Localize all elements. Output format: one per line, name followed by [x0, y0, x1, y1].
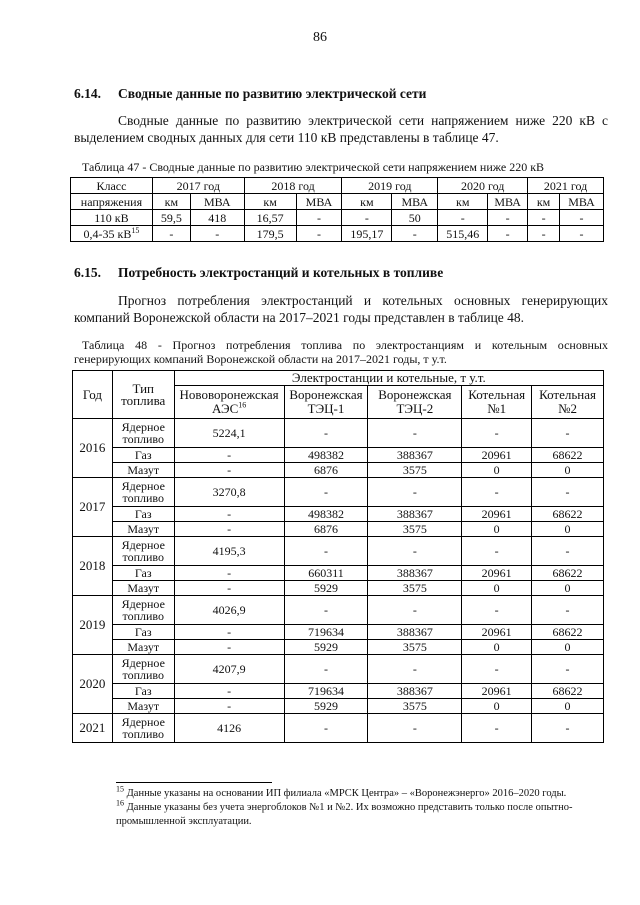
fuel-type-cell: Газ [112, 684, 174, 699]
table-48-header-row-1 [73, 371, 604, 386]
footnote [116, 798, 586, 829]
table-cell: 20961 [462, 625, 532, 640]
table-cell: - [368, 655, 462, 684]
header-cell-year: 2019 год [342, 178, 438, 194]
table-cell: 388367 [368, 448, 462, 463]
section-heading-6-15 [74, 265, 443, 281]
section-number: 6.15. [74, 265, 101, 280]
footnote [116, 784, 586, 801]
table-cell: - [532, 419, 604, 448]
section-paragraph-6-15: Прогноз потребления электростанций и котельных основных генерирующих компаний Воронежской области на 2017–2021 годы представлен в таблице 48. [74, 293, 608, 325]
table-row [73, 419, 604, 448]
footnote-mark: 15 [116, 784, 124, 794]
table-cell: - [152, 226, 190, 242]
header-cell-station [174, 386, 284, 419]
table-cell: - [392, 226, 438, 242]
section-heading-6-14 [74, 86, 426, 102]
row-label-text: 110 кВ [94, 210, 129, 225]
header-cell-voltage: напряжения [71, 194, 153, 210]
table-cell: 418 [190, 210, 244, 226]
header-cell-group: Электростанции и котельные, т у.т. [174, 371, 603, 386]
table-cell: 4126 [174, 714, 284, 743]
table-cell: - [532, 714, 604, 743]
table-cell: 0 [462, 640, 532, 655]
table-cell: 498382 [284, 448, 368, 463]
table-cell: 59,5 [152, 210, 190, 226]
table-cell: - [560, 210, 604, 226]
footnotes [116, 784, 586, 829]
table-cell: 0 [462, 581, 532, 596]
header-cell-year: 2018 год [244, 178, 342, 194]
table-row [71, 226, 604, 242]
header-cell-unit: км [342, 194, 392, 210]
header-cell-unit: км [244, 194, 296, 210]
table-cell: 388367 [368, 566, 462, 581]
header-cell-station [532, 386, 604, 419]
table-cell: 68622 [532, 448, 604, 463]
table-cell: 179,5 [244, 226, 296, 242]
table-row [73, 640, 604, 655]
table-cell: - [174, 566, 284, 581]
header-cell-unit: МВА [560, 194, 604, 210]
fuel-type-cell: Мазут [112, 463, 174, 478]
table-cell: 5224,1 [174, 419, 284, 448]
station-name: Котельная №1 [468, 387, 526, 416]
table-cell: 0 [532, 581, 604, 596]
header-cell-unit: км [438, 194, 488, 210]
fuel-type-cell: Ядерное топливо [112, 655, 174, 684]
year-cell: 2020 [73, 655, 113, 714]
header-cell-unit: км [152, 194, 190, 210]
table-cell: 4026,9 [174, 596, 284, 625]
year-cell: 2021 [73, 714, 113, 743]
table-cell: 68622 [532, 684, 604, 699]
table-cell: 4207,9 [174, 655, 284, 684]
table-cell: 20961 [462, 448, 532, 463]
fuel-type-cell: Ядерное топливо [112, 714, 174, 743]
table-cell: - [284, 655, 368, 684]
table-cell: 3575 [368, 699, 462, 714]
row-label-text: 0,4-35 кВ [83, 226, 132, 241]
year-cell: 2019 [73, 596, 113, 655]
table-cell: 388367 [368, 625, 462, 640]
table-cell: 388367 [368, 684, 462, 699]
section-number: 6.14. [74, 86, 101, 101]
table-cell: 68622 [532, 625, 604, 640]
table-cell: - [488, 226, 528, 242]
table-cell: 3575 [368, 463, 462, 478]
table-cell: - [462, 596, 532, 625]
table-row [73, 699, 604, 714]
table-cell: - [174, 581, 284, 596]
fuel-type-cell: Мазут [112, 581, 174, 596]
table-row [73, 463, 604, 478]
footnote-text: Данные указаны без учета энергоблоков №1 и №2. Их возможно представить только после опытно-промышленной эксплуатации. [116, 802, 573, 827]
station-name: Воронежская ТЭЦ-1 [289, 387, 363, 416]
table-row [73, 507, 604, 522]
table-cell: - [528, 226, 560, 242]
table-cell: 68622 [532, 507, 604, 522]
fuel-type-cell: Мазут [112, 699, 174, 714]
table-cell: 6876 [284, 522, 368, 537]
table-row [73, 448, 604, 463]
header-cell-unit: км [528, 194, 560, 210]
table-cell: 388367 [368, 507, 462, 522]
table-cell: - [462, 655, 532, 684]
table-cell: - [342, 210, 392, 226]
table-cell: - [284, 419, 368, 448]
station-name: Воронежская ТЭЦ-2 [378, 387, 452, 416]
table-cell: 5929 [284, 581, 368, 596]
table-cell: 16,57 [244, 210, 296, 226]
fuel-type-cell: Газ [112, 448, 174, 463]
table-cell: 719634 [284, 684, 368, 699]
table-cell: 0 [462, 463, 532, 478]
table-cell: - [560, 226, 604, 242]
table-row [73, 537, 604, 566]
header-cell-unit: МВА [392, 194, 438, 210]
header-cell-unit: МВА [190, 194, 244, 210]
header-cell-year: Год [73, 371, 113, 419]
header-cell-station [462, 386, 532, 419]
header-cell-station [284, 386, 368, 419]
table-cell: 50 [392, 210, 438, 226]
page-number: 86 [313, 30, 327, 45]
table-row [73, 566, 604, 581]
header-cell-unit: МВА [488, 194, 528, 210]
fuel-type-cell: Мазут [112, 522, 174, 537]
table-cell: - [368, 419, 462, 448]
station-name: Котельная №2 [539, 387, 597, 416]
table-48 [72, 370, 604, 743]
table-row [73, 478, 604, 507]
table-cell: 3575 [368, 522, 462, 537]
table-cell: - [284, 596, 368, 625]
table-row [73, 581, 604, 596]
section-paragraph-6-14: Сводные данные по развитию электрической сети напряжением ниже 220 кВ с выделением сводных данных для сети 110 кВ представлены в таблице 47. [74, 113, 608, 145]
table-cell: - [488, 210, 528, 226]
table-48-caption: Таблица 48 - Прогноз потребления топлива по электростанциям и котельным основных генерирующих компаний Воронежской области на 2017–2021 годы, т у.т. [74, 338, 608, 366]
fuel-type-cell: Газ [112, 566, 174, 581]
table-row [73, 655, 604, 684]
header-cell-year: 2020 год [438, 178, 528, 194]
year-cell: 2017 [73, 478, 113, 537]
section-title: Сводные данные по развитию электрической сети [118, 86, 427, 101]
fuel-type-cell: Газ [112, 507, 174, 522]
table-cell: - [528, 210, 560, 226]
table-row [73, 625, 604, 640]
table-cell: 3575 [368, 640, 462, 655]
table-cell: 515,46 [438, 226, 488, 242]
table-cell: 68622 [532, 566, 604, 581]
station-name: Нововоронежская АЭС [179, 387, 279, 416]
table-row [71, 210, 604, 226]
header-cell-unit: МВА [296, 194, 342, 210]
table-cell: - [368, 714, 462, 743]
table-cell: - [462, 478, 532, 507]
fuel-type-cell: Мазут [112, 640, 174, 655]
table-cell: 195,17 [342, 226, 392, 242]
table-cell: 0 [532, 463, 604, 478]
table-cell: - [174, 522, 284, 537]
footnote-mark: 15 [131, 225, 140, 235]
footnote-separator [116, 782, 272, 783]
table-47 [70, 177, 604, 242]
table-cell: 5929 [284, 699, 368, 714]
table-cell: - [368, 478, 462, 507]
table-cell: - [174, 640, 284, 655]
table-cell: - [532, 537, 604, 566]
row-label [71, 210, 153, 226]
row-label [71, 226, 153, 242]
fuel-type-cell: Ядерное топливо [112, 596, 174, 625]
table-cell: - [462, 537, 532, 566]
fuel-type-cell: Ядерное топливо [112, 419, 174, 448]
footnote-mark: 16 [116, 798, 124, 808]
section-title: Потребность электростанций и котельных в топливе [118, 265, 444, 280]
table-row [73, 596, 604, 625]
table-cell: 4195,3 [174, 537, 284, 566]
table-cell: 0 [532, 522, 604, 537]
table-cell: 660311 [284, 566, 368, 581]
fuel-type-cell: Газ [112, 625, 174, 640]
table-cell: 3270,8 [174, 478, 284, 507]
table-cell: - [284, 714, 368, 743]
table-cell: 719634 [284, 625, 368, 640]
table-cell: - [368, 596, 462, 625]
table-cell: 0 [462, 522, 532, 537]
fuel-type-cell: Ядерное топливо [112, 537, 174, 566]
table-cell: 6876 [284, 463, 368, 478]
table-cell: - [284, 537, 368, 566]
header-cell-year: 2021 год [528, 178, 604, 194]
table-row [73, 684, 604, 699]
header-cell-fuel-type: Тип топлива [112, 371, 174, 419]
table-47-header-row-2 [71, 194, 604, 210]
table-cell: 0 [532, 699, 604, 714]
year-cell: 2016 [73, 419, 113, 478]
table-cell: - [368, 537, 462, 566]
table-cell: 0 [462, 699, 532, 714]
table-cell: 20961 [462, 684, 532, 699]
table-cell: - [532, 478, 604, 507]
year-cell: 2018 [73, 537, 113, 596]
table-cell: - [174, 699, 284, 714]
table-47-header-row-1 [71, 178, 604, 194]
table-cell: 3575 [368, 581, 462, 596]
footnote-mark: 16 [238, 400, 247, 410]
fuel-type-cell: Ядерное топливо [112, 478, 174, 507]
table-cell: - [174, 507, 284, 522]
table-cell: - [532, 596, 604, 625]
table-cell: 5929 [284, 640, 368, 655]
table-cell: 498382 [284, 507, 368, 522]
table-cell: 0 [532, 640, 604, 655]
table-cell: - [284, 478, 368, 507]
table-cell: 20961 [462, 507, 532, 522]
table-47-caption: Таблица 47 - Сводные данные по развитию электрической сети напряжением ниже 220 кВ [82, 160, 545, 174]
table-cell: - [462, 419, 532, 448]
table-cell: - [174, 463, 284, 478]
table-row [73, 522, 604, 537]
footnote-text: Данные указаны на основании ИП филиала «МРСК Центра» – «Воронежэнерго» 2016–2020 годы. [126, 788, 567, 799]
table-cell: 20961 [462, 566, 532, 581]
table-cell: - [296, 226, 342, 242]
table-cell: - [438, 210, 488, 226]
table-cell: - [190, 226, 244, 242]
table-cell: - [174, 684, 284, 699]
table-cell: - [462, 714, 532, 743]
table-cell: - [174, 448, 284, 463]
table-cell: - [532, 655, 604, 684]
header-cell-class: Класс [71, 178, 153, 194]
table-cell: - [296, 210, 342, 226]
header-cell-year: 2017 год [152, 178, 244, 194]
header-cell-station [368, 386, 462, 419]
table-cell: - [174, 625, 284, 640]
table-row [73, 714, 604, 743]
